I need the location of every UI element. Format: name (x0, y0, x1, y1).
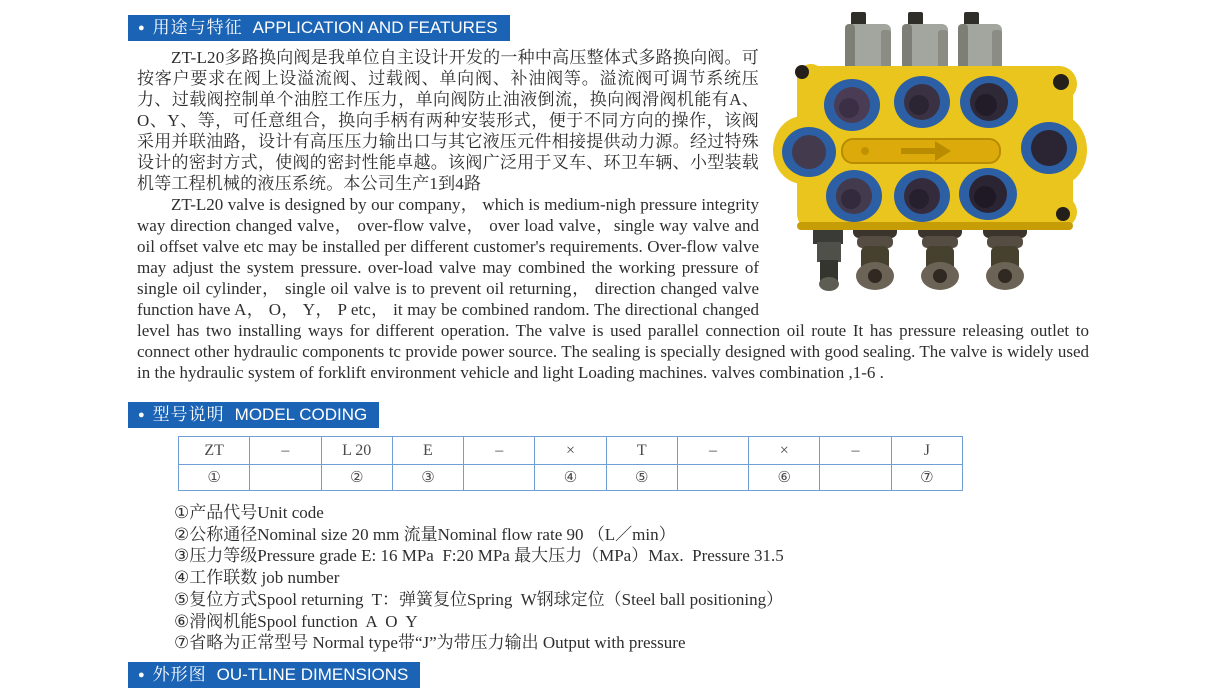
model-index-cell: ⑤ (606, 465, 677, 491)
model-coding-table (178, 436, 963, 491)
model-index-cell: ④ (535, 465, 606, 491)
section-title-en: OU-TLINE DIMENSIONS (216, 665, 409, 684)
model-code-cell: L 20 (321, 437, 392, 465)
section-title-zh: 型号说明 (152, 405, 225, 424)
section-header-model-coding (128, 402, 379, 428)
code-note: ⑦省略为正常型号 Normal type带“J”为带压力输出 Output with pressure (174, 633, 686, 653)
code-note: ④工作联数 job number (174, 568, 340, 588)
model-code-cell: T (606, 437, 677, 465)
code-note: ③压力等级Pressure grade E: 16 MPa F:20 MPa 最大压力（MPa）Max. Pressure 31.5 (174, 546, 784, 566)
section-title-en: APPLICATION AND FEATURES (252, 18, 498, 37)
model-index-cell (464, 465, 535, 491)
model-code-cell: – (250, 437, 321, 465)
valve-photo-illustration (769, 10, 1089, 305)
application-paragraph-zh: ZT-L20多路换向阀是我单位自主设计开发的一种中高压整体式多路换向阀。可按客户要求在阀上设溢流阀、过载阀、单向阀、补油阀等。溢流阀可调节系统压力、过载阀控制单个油腔工作压力，单向阀防止油液倒流，换向阀滑阀机能有A、O、Y、等，可任意组合，换向手柄有两种安装形式，便于不同方向的操作，该阀采用并联油路，设计有高压压力输出口与其它液压元件相接提供动力源。经过特殊设计的密封方式，使阀的密封性能卓越。该阀广泛用于叉车、环卫车辆、小型装载机等工程机械的液压系统。本公司生产1到4路 (137, 48, 759, 193)
application-text-block (137, 47, 1089, 383)
model-code-cell: – (677, 437, 748, 465)
model-index-cell (820, 465, 891, 491)
model-code-cell: × (535, 437, 606, 465)
code-note: ①产品代号Unit code (174, 503, 324, 522)
section-title-zh: 外形图 (152, 665, 207, 684)
bullet-icon: ● (138, 22, 145, 34)
code-note: ⑥滑阀机能Spool function A O Y (174, 611, 418, 631)
code-note: ⑤复位方式Spool returning T：弹簧复位Spring W钢球定位（Steel ball positioning） (174, 589, 784, 609)
model-index-cell (677, 465, 748, 491)
code-notes-list (174, 502, 1094, 654)
model-code-cell: – (464, 437, 535, 465)
model-code-cell: E (392, 437, 463, 465)
spool-ends (853, 222, 1027, 290)
code-note: ②公称通径Nominal size 20 mm 流量Nominal flow rate 90 （L／min） (174, 524, 676, 544)
model-code-cell: × (749, 437, 820, 465)
application-paragraph-en: ZT-L20 valve is designed by our company， which is medium-nigh pressure integrity way direction changed valve， over-flow valve， over load valve，single way valve and oil offset valve etc may be installed per different customer's requirements. Over-flow valve may adjust the system pressure. over-load valve may combined the working pressure of single oil cylinder， single oil valve is to prevent oil returning， direction changed valve function have A， O， Y， P etc， it may be combined random. The directional changed level has two installing ways for different operation. The valve is used parallel connection oil route It has pressure releasing outlet to connect other hydraulic components tc provide power source. The sealing is specially designed with good sealing. The valve is widely used in the hydraulic system of forklift environment vehicle and light Loading machines. valves combination ,1-6 . (137, 195, 1089, 382)
model-index-cell (250, 465, 321, 491)
section-title-zh: 用途与特征 (152, 18, 243, 37)
model-index-cell: ① (179, 465, 250, 491)
model-code-cell: – (820, 437, 891, 465)
section-header-application-features (128, 15, 510, 41)
model-index-cell: ② (321, 465, 392, 491)
model-index-row (179, 465, 963, 491)
product-photo (769, 10, 1089, 305)
model-index-cell: ⑥ (749, 465, 820, 491)
section-header-outline-dimensions (128, 662, 420, 688)
model-index-cell: ⑦ (891, 465, 962, 491)
bullet-icon: ● (138, 409, 145, 421)
model-code-cell: J (891, 437, 962, 465)
model-code-cell: ZT (179, 437, 250, 465)
bullet-icon: ● (138, 669, 145, 681)
model-index-cell: ③ (392, 465, 463, 491)
model-code-row (179, 437, 963, 465)
section-title-en: MODEL CODING (234, 405, 368, 424)
